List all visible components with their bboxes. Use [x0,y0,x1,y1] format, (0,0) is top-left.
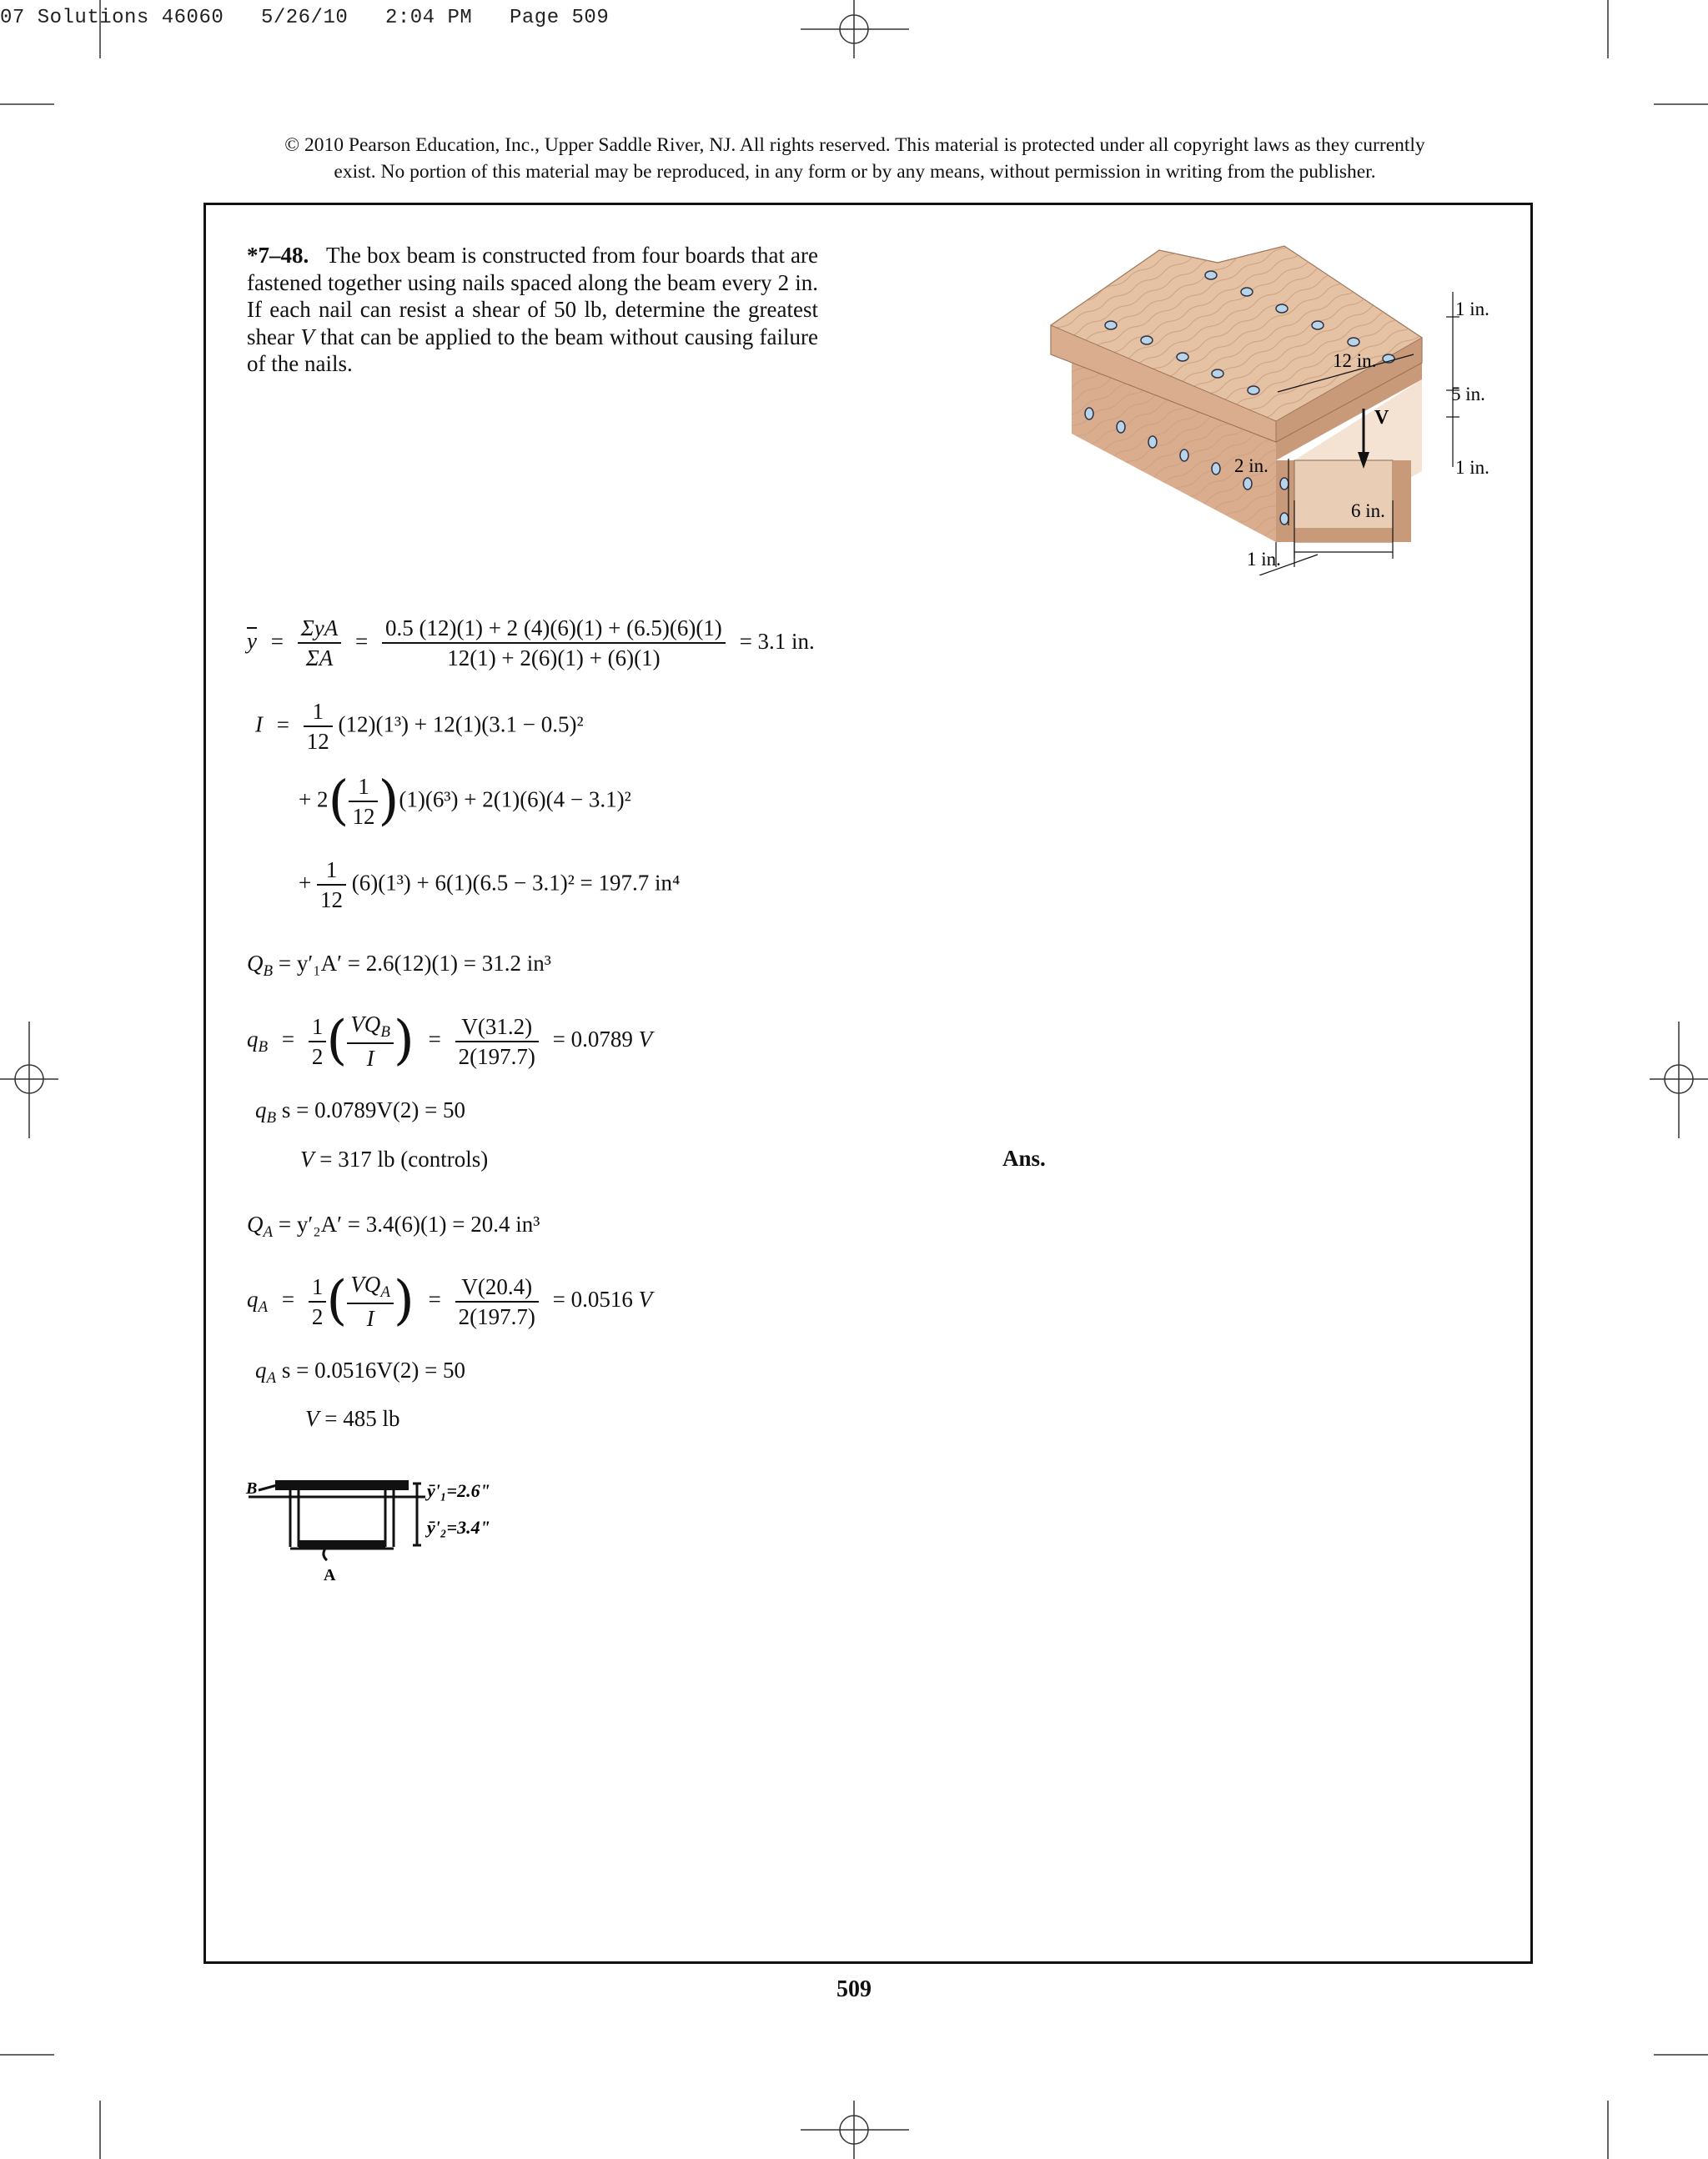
ybar-lhs: $\overline{y}$ [247,628,257,654]
problem-text-b: that can be applied to the beam without causing failure of the nails. [247,324,818,376]
label-inner-width: 6 in. [1351,500,1385,521]
equation-qA: $q_A$ = $\frac{1}{2}$ ( $\frac{VQ_A}{I}$ ) = $\frac{V(20.4)}{2(197.7)}$ = 0.0516 V [247,1270,653,1333]
copyright-line-2: exist. No portion of this material may be reproduced, in any form or by any means, without permission in writing from the publisher. [334,161,1376,183]
printer-slug: 07 Solutions 46060 5/26/10 2:04 PM Page 509 [0,7,610,29]
front-right-web [1393,460,1411,542]
equation-qB: $q_B$ = $\frac{1}{2}$ ( $\frac{VQ_B}{I}$ ) = $\frac{V(31.2)}{2(197.7)}$ = 0.0789 V [247,1010,653,1072]
box-beam-figure [1034,242,1501,575]
equation-qA-s: $q_A$ s = 0.0516V(2) = 50 [255,1358,466,1387]
equation-QB: $Q_B = y'_1A' = 2.6(12)(1) = 31.2$ in³ [247,951,551,980]
label-bottom-thick: 1 in. [1455,457,1489,478]
equation-qB-s: $q_B$ s = 0.0789V(2) = 50 [255,1097,466,1127]
label-side-thick: 1 in. [1247,549,1281,570]
sketch-label-A: A [324,1566,336,1584]
equation-V-controls: V = 317 lb (controls) [300,1147,489,1172]
sketch-label-y1: ȳ'₁=2.6" [427,1480,490,1501]
problem-var: V [300,324,314,349]
label-top-thick: 1 in. [1455,299,1489,319]
problem-statement [247,242,818,378]
equation-V-485: V = 485 lb [305,1406,400,1431]
label-web-height: 5 in. [1451,384,1485,404]
copyright-line-1: © 2010 Pearson Education, Inc., Upper Saddle River, NJ. All rights reserved. This material is protected under all copyright laws as they currently [284,134,1425,156]
cross-section-sketch [242,1472,542,1589]
problem-text-a: The box beam is constructed from four boards that are fastened together using nails spaced along the beam every 2 in. If each nail can resist a shear of 50 lb, determine the greatest shear [247,243,818,349]
sketch-label-B: B [246,1479,258,1498]
problem-number: *7–48. [247,243,309,268]
ybar-fraction-2: $\frac{0.5 (12)(1) + 2 (4)(6)(1) + (6.5)(6)(1)}{12(1) + 2(6)(1) + (6)(1)}$ [382,617,726,670]
equation-I-line-1: I = $\frac{1}{12}$ (12)(1³) + 12(1)(3.1 − 0.5)² [255,699,584,754]
ybar-fraction-1: $\frac{\text{ΣyA}}{\Sigma A}$ [298,617,342,670]
equation-QA: $Q_A = y'_2A' = 3.4(6)(1) = 20.4$ in³ [247,1212,540,1241]
label-shear: V [1374,407,1389,429]
label-spacing: 2 in. [1234,455,1268,476]
equation-I-line-2: + 2( $\frac{1}{12}$ )(1)(6³) + 2(1)(6)(4 − 3.1)² [299,770,631,832]
front-left-web [1276,460,1294,542]
page-number: 509 [836,1976,872,2002]
copyright-notice [167,132,1543,185]
label-width: 12 in. [1333,350,1377,371]
ybar-result: = 3.1 in. [739,628,815,654]
sketch-label-y2: ȳ'₂=3.4" [427,1517,490,1538]
equation-I-line-3: + $\frac{1}{12}$ (6)(1³) + 6(1)(6.5 − 3.1)² = 197.7 in⁴ [299,857,681,912]
equation-ybar: $\overline{y}$ = $\frac{\text{ΣyA}}{\Sigma A}$ = $\frac{0.5 (12)(1) + 2 (4)(6)(1) + (6.5)(6)(1)}{12(1) + 2(6)(1) + (6)(1)}$ = 3.1 in. [247,615,815,670]
answer-label: Ans. [1002,1146,1046,1171]
